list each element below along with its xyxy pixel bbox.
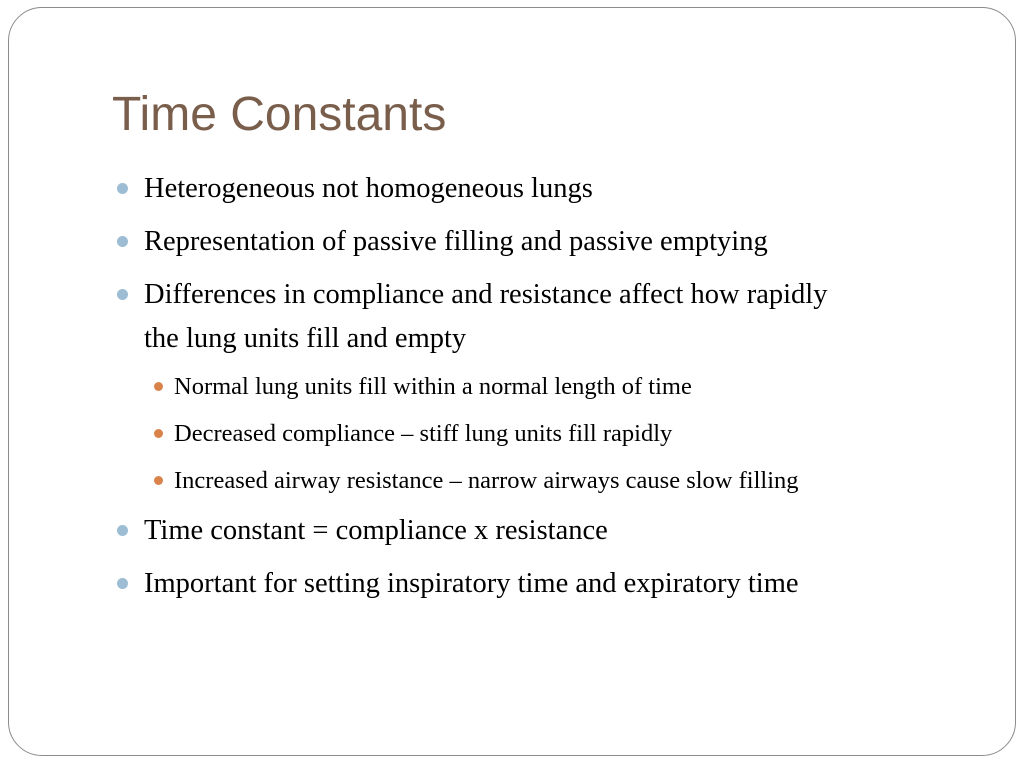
sub-bullet-dot-icon [154,382,163,391]
sub-bullet-dot-icon [154,476,163,485]
bullet-text: Representation of passive filling and passive emptying [144,226,768,257]
bullet-item [144,273,827,361]
sub-bullet-item [174,464,799,498]
bullet-text-line-2: the lung units fill and empty [144,323,467,354]
bullet-text: Important for setting inspiratory time and expiratory time [144,568,799,599]
bullet-dot-icon [117,236,128,247]
bullet-item [144,509,608,553]
sub-bullet-item [174,370,692,404]
sub-bullet-text: Increased airway resistance – narrow airways cause slow filling [174,467,799,494]
sub-bullet-text: Decreased compliance – stiff lung units fill rapidly [174,420,673,447]
bullet-dot-icon [117,183,128,194]
bullet-item [144,167,593,211]
slide-title: Time Constants [112,88,447,141]
sub-bullet-item [174,417,672,451]
bullet-item [144,220,768,264]
bullet-item [144,562,799,606]
bullet-dot-icon [117,525,128,536]
sub-bullet-dot-icon [154,429,163,438]
sub-bullet-text: Normal lung units fill within a normal length of time [174,373,692,400]
bullet-text-line-1: Differences in compliance and resistance affect how rapidly [144,279,828,310]
bullet-text: Heterogeneous not homogeneous lungs [144,173,593,204]
bullet-dot-icon [117,578,128,589]
bullet-text: Time constant = compliance x resistance [144,515,608,546]
bullet-dot-icon [117,289,128,300]
